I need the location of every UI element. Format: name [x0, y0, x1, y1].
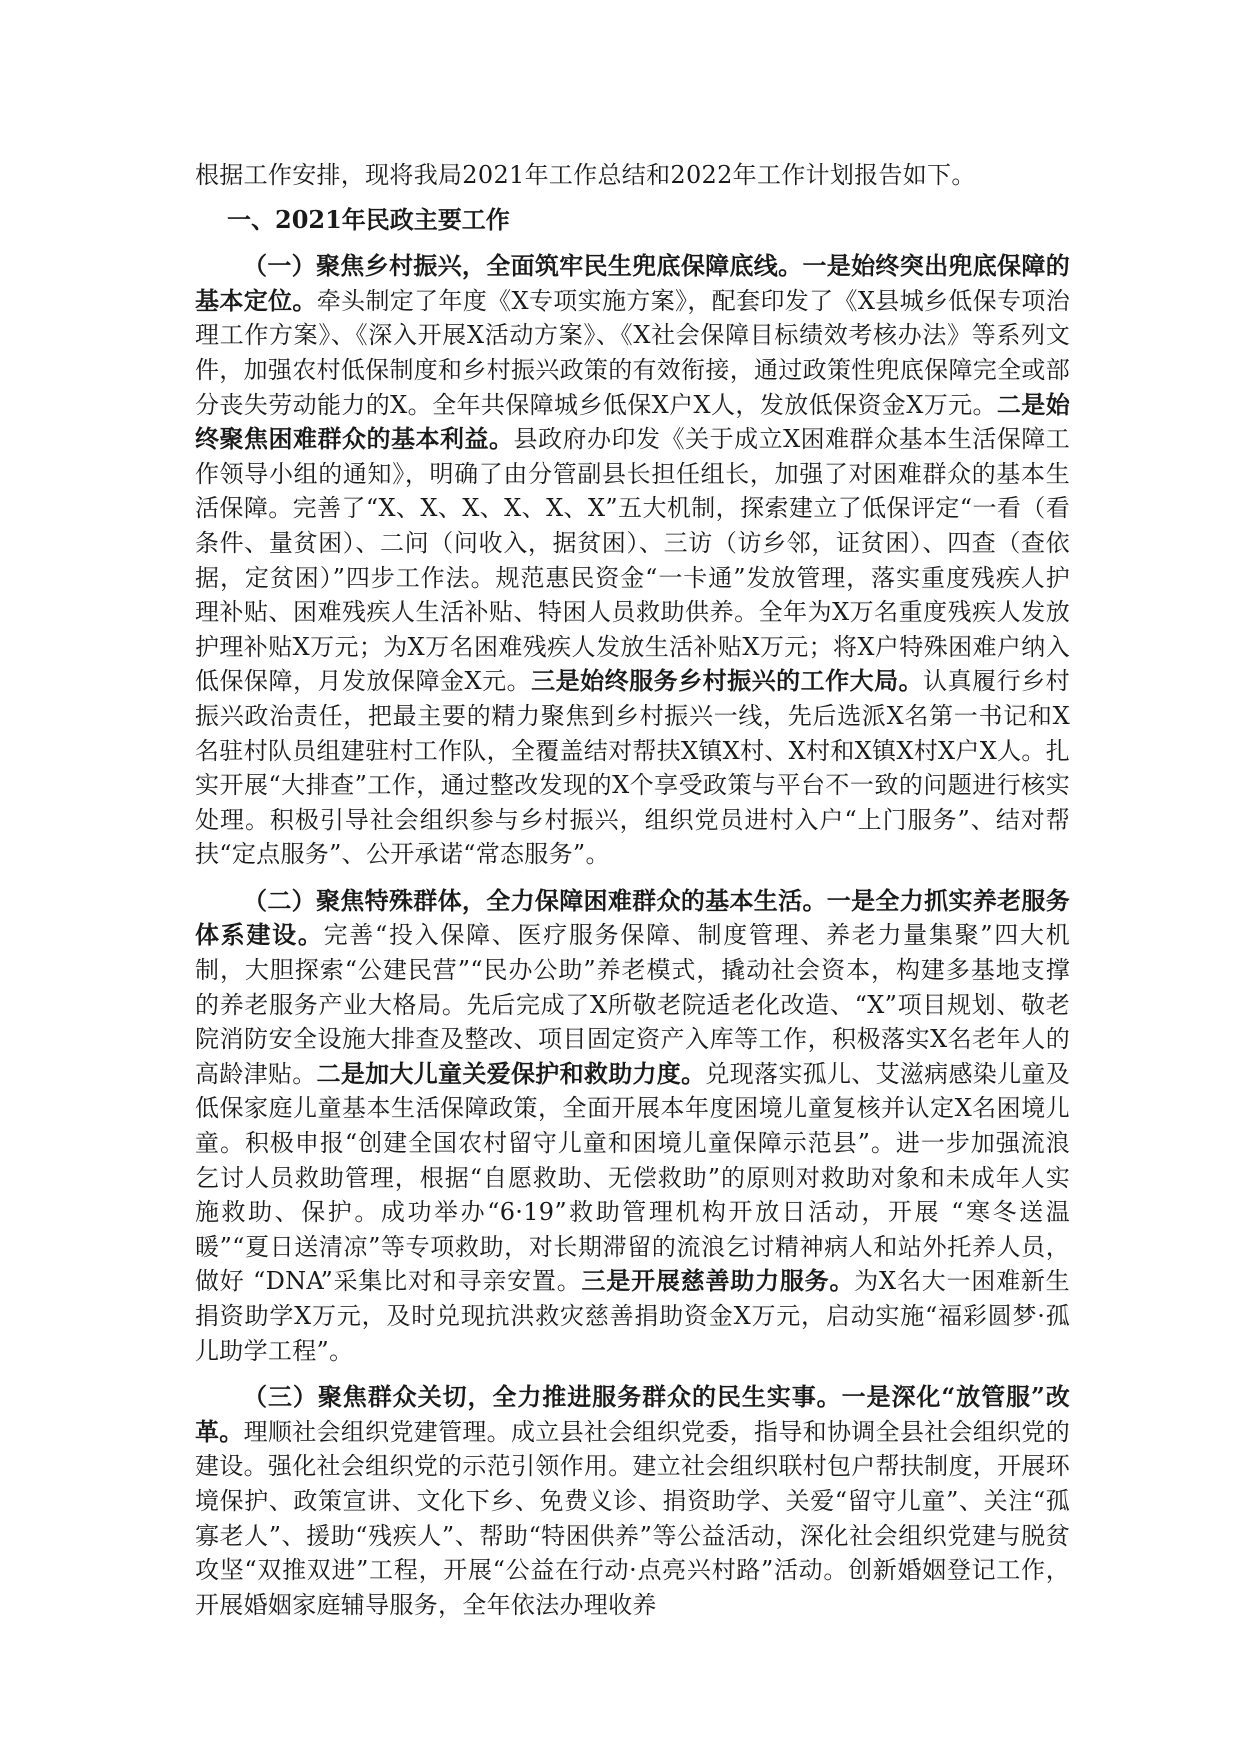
- paragraph-subhead: 二是始终聚焦困难群众的基本利益。: [195, 389, 1070, 454]
- paragraph-lead: （三）聚焦群众关切，全力推进服务群众的民生实事。一是深化“放管服”改革。: [195, 1382, 1070, 1446]
- paragraph-text: 县政府办印发《关于成立X困难群众基本生活保障工作领导小组的通知》，明确了由分管副县长担任组长，加强了对困难群众的基本生活保障。完善了“X、X、X、X、X、X”五大机制，探索建立了低保评定“一看（看条件、量贫困）、二问（问收入，据贫困）、三访（访乡邻，证贫困）、四查（查依据，定贫困）”四步工作法。规范惠民资金“一卡通”发放管理，落实重度残疾人护理补贴、困难残疾人生活补贴、特困人员救助供养。全年为X万名重度残疾人发放护理补贴X万元；为X万名困难残疾人发放生活补贴X万元；将X户特殊困难户纳入低保保障，月发放保障金X元。: [195, 425, 1070, 696]
- paragraph-subhead: 二是加大儿童关爱保护和救助力度。: [316, 1058, 706, 1088]
- paragraph-subhead: 三是始终服务乡村振兴的工作大局。: [531, 666, 924, 696]
- intro-paragraph: 根据工作安排，现将我局2021年工作总结和2022年工作计划报告如下。: [195, 161, 976, 189]
- paragraph-subhead: 三是开展慈善助力服务。: [581, 1266, 855, 1296]
- paragraph-lead: （二）聚焦特殊群体，全力保障困难群众的基本生活。一是全力抓实养老服务体系建设。: [195, 885, 1070, 950]
- paragraph-text: 认真履行乡村振兴政治责任，把最主要的精力聚焦到乡村振兴一线，先后选派X名第一书记和X名驻村队员组建驻村工作队，全覆盖结对帮扶X镇X村、X村和X镇X村X户X人。扎实开展“大排查”工作，通过整改发现的X个享受政策与平台不一致的问题进行核实处理。积极引导社会组织参与乡村振兴，组织党员进村入户“上门服务”、结对帮扶“定点服务”、公开承诺“常态服务”。: [195, 667, 1070, 869]
- section-heading: 一、2021年民政主要工作: [227, 204, 510, 234]
- paragraph-text: 为X名大一困难新生捐资助学X万元，及时兑现抗洪救灾慈善捐助资金X万元，启动实施“福彩圆梦·孤儿助学工程”。: [195, 1267, 1070, 1365]
- paragraph-special-groups: [195, 884, 1070, 1368]
- paragraph-rural-revitalization: [195, 249, 1070, 872]
- paragraph-text: 完善“投入保障、医疗服务保障、制度管理、养老力量集聚”四大机制，大胆探索“公建民营”“民办公助”养老模式，撬动社会资本，构建多基地支撑的养老服务产业大格局。先后完成了X所敬老院适老化改造、“X”项目规划、敬老院消防安全设施大排查及整改、项目固定资产入库等工作，积极落实X名老年人的高龄津贴。: [195, 921, 1071, 1088]
- paragraph-text: 兑现落实孤儿、艾滋病感染儿童及低保家庭儿童基本生活保障政策，全面开展本年度困境儿童复核并认定X名困境儿童。积极申报“创建全国农村留守儿童和困境儿童保障示范县”。进一步加强流浪乞讨人员救助管理，根据“自愿救助、无偿救助”的原则对救助对象和未成年人实施救助、保护。成功举办“6·19”救助管理机构开放日活动，开展 “寒冬送温暖”“夏日送清凉”等专项救助，对长期滞留的流浪乞讨精神病人和站外托养人员，做好 “DNA”采集比对和寻亲安置。: [195, 1059, 1070, 1296]
- paragraph-text: 理顺社会组织党建管理。成立县社会组织党委，指导和协调全县社会组织党的建设。强化社会组织党的示范引领作用。建立社会组织联村包户帮扶制度，开展环境保护、政策宣讲、文化下乡、免费义诊、捐资助学、关爱“留守儿童”、关注“孤寡老人”、援助“残疾人”、帮助“特困供养”等公益活动，深化社会组织党建与脱贫攻坚“双推双进”工程，开展“公益在行动·点亮兴村路”活动。创新婚姻登记工作，开展婚姻家庭辅导服务，全年依法办理收养: [195, 1417, 1070, 1619]
- paragraph-public-concerns: [195, 1380, 1070, 1622]
- paragraph-lead: （一）聚焦乡村振兴，全面筑牢民生兜底保障底线。一是始终突出兜底保障的基本定位。: [195, 251, 1070, 315]
- paragraph-text: 牵头制定了年度《X专项实施方案》，配套印发了《X县城乡低保专项治理工作方案》、《深入开展X活动方案》、《X社会保障目标绩效考核办法》等系列文件，加强农村低保制度和乡村振兴政策的有效衔接，通过政策性兜底保障完全或部分丧失劳动能力的X。全年共保障城乡低保X户X人，发放低保资金X万元。: [195, 286, 1070, 419]
